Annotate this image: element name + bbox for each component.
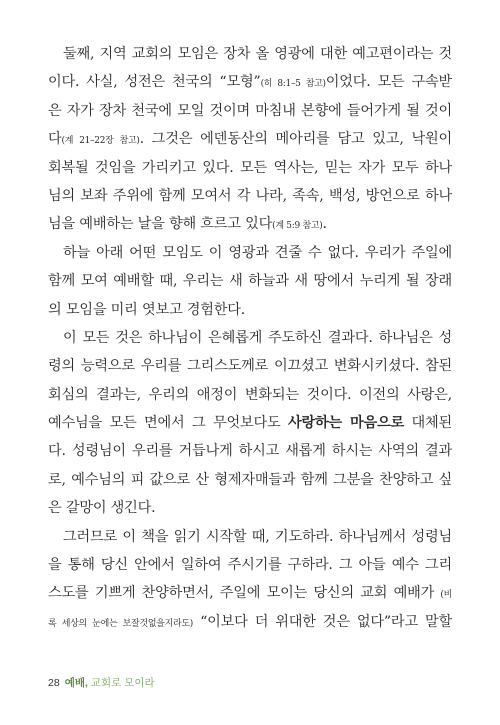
text-segment: 이었다. 모든 구속받 (325, 74, 452, 91)
text-line (48, 296, 452, 324)
citation: 록 세상의 눈에는 보잘것없을지라도) (48, 618, 194, 629)
text-line (48, 182, 452, 210)
text-line (48, 40, 452, 68)
text-line (48, 494, 452, 522)
page-number: 28 (48, 677, 60, 689)
text-line (48, 267, 452, 295)
emphasis-text: 사랑하는 마음으로 (288, 415, 404, 432)
text-segment: 둘째, 지역 교회의 모임은 장차 올 영광에 대한 예고편이라는 것 (63, 46, 452, 62)
text-line (48, 68, 452, 96)
text-segment: . 그것은 에덴동산의 메아리를 담고 있고, 낙원이 (139, 131, 452, 148)
text-segment: 이다. 사실, 성전은 천국의 “모형” (48, 74, 261, 91)
text-line (48, 210, 452, 238)
text-segment: 님을 예배하는 날을 향해 흐르고 있다 (48, 216, 273, 233)
text-line (48, 523, 452, 551)
text-line (48, 437, 452, 465)
text-line (48, 239, 452, 267)
text-segment: 하늘 아래 어떤 모임도 이 영광과 견줄 수 없다. 우리가 주일에 (63, 244, 452, 261)
text-segment: 다. 성령님이 우리를 거듭나게 하시고 새롭게 하시는 사역의 결과 (48, 443, 452, 460)
text-segment: 은 갈망이 생긴다. (48, 500, 156, 517)
text-segment: “이보다 더 위대한 것은 없다”라고 말할 (193, 613, 452, 630)
text-line (48, 409, 452, 437)
citation: (비 (440, 590, 452, 601)
text-segment: 스도를 기쁘게 찬양하면서, 주일에 모이는 당신의 교회 예배가 (48, 585, 441, 602)
text-segment: 의 모임을 미리 엿보고 경험한다. (48, 301, 246, 318)
body-text (48, 40, 452, 636)
text-line (48, 608, 452, 636)
text-segment: 함께 모여 예배할 때, 우리는 새 하늘과 새 땅에서 누리게 될 장래 (48, 273, 452, 290)
text-segment: 령의 능력으로 우리를 그리스도께로 이끄셨고 변화시키셨다. 참된 (48, 358, 452, 375)
text-line (48, 352, 452, 380)
text-segment: 로, 예수님의 피 값으로 산 형제자매들과 함께 그분을 찬양하고 싶 (48, 471, 452, 488)
text-line (48, 551, 452, 579)
text-segment: . (322, 216, 327, 233)
text-segment: 이 모든 것은 하나님이 은혜롭게 주도하신 결과다. 하나님은 성 (63, 329, 452, 346)
text-line (48, 154, 452, 182)
text-segment: 다 (48, 131, 62, 148)
text-line (48, 97, 452, 125)
text-segment: 그러므로 이 책을 읽기 시작할 때, 기도하라. 하나님께서 성령님 (63, 528, 452, 545)
text-segment: 예수님을 모든 면에서 그 무엇보다도 (48, 415, 289, 432)
text-segment: 은 자가 장차 천국에 모일 것이며 마침내 본향에 들어가게 될 것이 (48, 102, 452, 119)
text-segment: 회심의 결과는, 우리의 애정이 변화되는 것이다. 이전의 사랑은, (48, 386, 452, 403)
text-segment: 님의 보좌 주위에 함께 모여서 각 나라, 족속, 백성, 방언으로 하나 (48, 187, 452, 204)
text-line (48, 324, 452, 352)
text-line (48, 125, 452, 153)
page-footer (48, 675, 155, 690)
text-line (48, 381, 452, 409)
text-segment: 을 통해 당신 안에서 일하여 주시기를 구하라. 그 아들 예수 그리 (48, 557, 452, 574)
citation: (계 5:9 참고) (272, 221, 323, 232)
text-segment: 회복될 것임을 가리키고 있다. 모든 역사는, 믿는 자가 모두 하나 (48, 159, 452, 176)
text-line (48, 466, 452, 494)
text-line (48, 579, 452, 607)
book-title: 예배, (64, 677, 88, 689)
citation: (히 8:1–5 참고) (260, 79, 326, 90)
book-subtitle: 교회로 모이라 (90, 677, 155, 689)
citation: (계 21–22장 참고) (61, 136, 140, 147)
text-segment: 대체된 (404, 415, 452, 432)
